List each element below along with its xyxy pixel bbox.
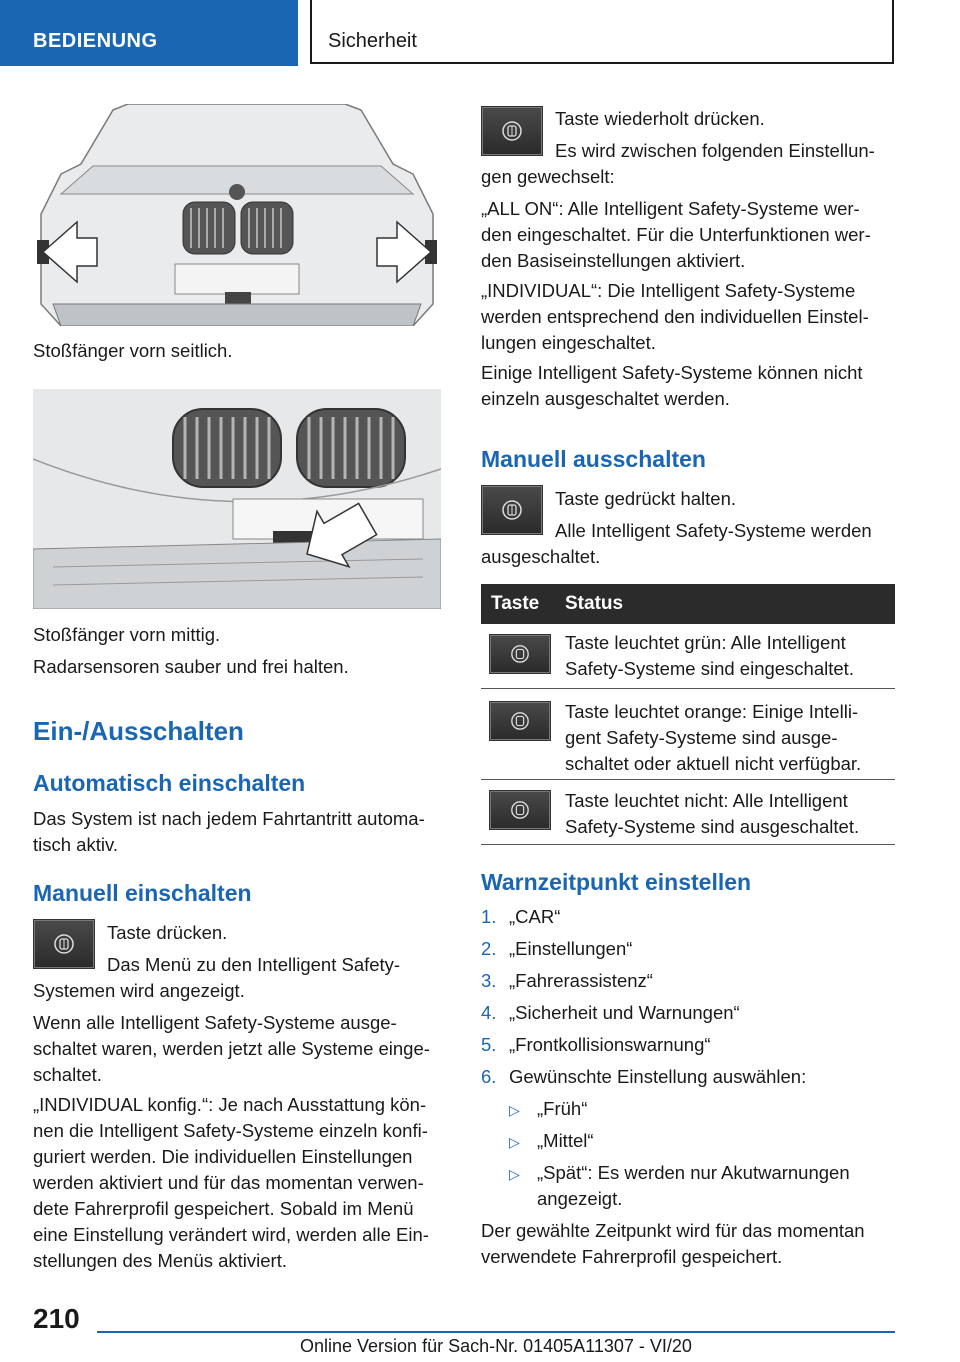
button-icon-orange (489, 701, 551, 741)
step-number: 5. (481, 1034, 497, 1055)
indiv-line5: dete Fahrerprofil gespeichert. Sobald im Menü (33, 1198, 414, 1219)
triangle-bullet-icon: ▷ (509, 1102, 520, 1118)
indiv-line4: werden aktiviert und für das momentan verwen‐ (33, 1172, 424, 1193)
some-line1: Einige Intelligent Safety-Systeme können nicht (481, 362, 863, 383)
heading-warning-time: Warnzeitpunkt einstellen (481, 869, 752, 895)
ind-line2: werden entsprechend den individuellen Einstel‐ (481, 306, 869, 327)
bumper-side-illustration (33, 104, 441, 326)
sub-item-text: „Spät“: Es werden nur Akutwarnungen (537, 1162, 850, 1183)
switch-line1: Es wird zwischen folgenden Einstellun‐ (555, 140, 875, 161)
indiv-line1: „INDIVIDUAL konfig.“: Je nach Ausstattung kön‐ (33, 1094, 427, 1115)
step-text: „Fahrerassistenz“ (509, 970, 653, 991)
table-header (481, 584, 895, 624)
list-item (481, 968, 895, 1000)
step-text: „Sicherheit und Warnungen“ (509, 1002, 740, 1023)
status-green-line2: Safety-Systeme sind eingeschaltet. (565, 658, 854, 679)
final-line2: verwendete Fahrerprofil gespeichert. (481, 1246, 783, 1267)
indiv-line6: eine Einstellung verändert wird, werden alle Ein‐ (33, 1224, 429, 1245)
sub-item-text: „Früh“ (537, 1098, 588, 1119)
sub-item-continuation: angezeigt. (537, 1188, 623, 1209)
repeat-press: Taste wiederholt drücken. (555, 108, 765, 129)
status-table (481, 584, 895, 845)
col-status: Status (565, 593, 624, 614)
final-line1: Der gewählte Zeitpunkt wird für das momentan (481, 1220, 865, 1241)
safety-button-icon-repeat (481, 106, 543, 156)
status-off-line2: Safety-Systeme sind ausgeschaltet. (565, 816, 860, 837)
sub-list-item (481, 1160, 895, 1186)
sub-list-item (481, 1096, 895, 1128)
bumper-center-illustration (33, 389, 441, 609)
step-number: 6. (481, 1066, 497, 1087)
caption-bumper-side: Stoßfänger vorn seitlich. (33, 340, 233, 361)
allon-line3: den Basiseinstellungen aktiviert. (481, 250, 746, 271)
auto-text-line1: Das System ist nach jedem Fahrtantritt automa‐ (33, 808, 425, 829)
alloff-line1: Alle Intelligent Safety-Systeme werden (555, 520, 872, 541)
alloff-line2: ausgeschaltet. (481, 546, 601, 567)
safety-button-icon-hold (481, 485, 543, 535)
heading-auto-on: Automatisch einschalten (33, 770, 306, 796)
status-orange-line1: Taste leuchtet orange: Einige Intelli‐ (565, 701, 859, 722)
menu-text-line1: Das Menü zu den Intelligent Safety- (107, 954, 401, 975)
table-row (481, 624, 895, 689)
menu-text-line2: Systemen wird angezeigt. (33, 980, 245, 1001)
table-row (481, 689, 895, 780)
some-line2: einzeln ausgeschaltet werden. (481, 388, 730, 409)
step-number: 4. (481, 1002, 497, 1023)
intelligent-safety-icon (510, 800, 530, 820)
status-green-line1: Taste leuchtet grün: Alle Intelligent (565, 632, 846, 653)
section-tab: BEDIENUNG (0, 0, 298, 66)
chapter-title: Sicherheit (310, 0, 894, 64)
page-number: 210 (33, 1303, 80, 1334)
ind-line1: „INDIVIDUAL“: Die Intelligent Safety-Systeme (481, 280, 856, 301)
all-off-line2: schaltet waren, werden jetzt alle Systeme einge‐ (33, 1038, 430, 1059)
allon-line1: „ALL ON“: Alle Intelligent Safety-Systeme wer‐ (481, 198, 860, 219)
step-text: „Frontkollisionswarnung“ (509, 1034, 711, 1055)
heading-manual-on: Manuell einschalten (33, 880, 252, 906)
indiv-line7: stellungen des Menüs aktiviert. (33, 1250, 287, 1271)
list-item (481, 1032, 895, 1064)
col-key: Taste (491, 593, 540, 614)
intelligent-safety-icon (510, 644, 530, 664)
heading-on-off: Ein-/Ausschalten (33, 716, 244, 746)
switch-line2: gen gewechselt: (481, 166, 615, 187)
indiv-line2: nen die Intelligent Safety-Systeme einzeln konfi‐ (33, 1120, 428, 1141)
auto-text-line2: tisch aktiv. (33, 834, 118, 855)
triangle-bullet-icon: ▷ (509, 1134, 520, 1150)
triangle-bullet-icon: ▷ (509, 1166, 520, 1182)
list-item (481, 904, 895, 936)
heading-manual-off: Manuell ausschalten (481, 446, 706, 472)
step-text: „CAR“ (509, 906, 561, 927)
ind-line3: lungen eingeschaltet. (481, 332, 656, 353)
allon-line2: den eingeschaltet. Für die Unterfunktionen wer‐ (481, 224, 871, 245)
intelligent-safety-icon (53, 933, 75, 955)
press-button: Taste drücken. (107, 922, 228, 943)
list-item (481, 936, 895, 968)
hold-button: Taste gedrückt halten. (555, 488, 736, 509)
intelligent-safety-icon (501, 499, 523, 521)
step-text: Gewünschte Einstellung auswählen: (509, 1066, 807, 1087)
step-number: 1. (481, 906, 497, 927)
steps-list (481, 904, 895, 1218)
status-orange-line2: gent Safety-Systeme sind ausge‐ (565, 727, 838, 748)
all-off-line3: schaltet. (33, 1064, 102, 1085)
footer-rule (97, 1331, 895, 1333)
intelligent-safety-icon (510, 711, 530, 731)
sub-list-item (481, 1128, 895, 1160)
indiv-line3: guriert werden. Die individuellen Einstellungen (33, 1146, 413, 1167)
list-item (481, 1064, 895, 1096)
safety-button-icon (33, 919, 95, 969)
step-number: 2. (481, 938, 497, 959)
sub-item-text: „Mittel“ (537, 1130, 594, 1151)
intelligent-safety-icon (501, 120, 523, 142)
list-item (481, 1000, 895, 1032)
status-orange-line3: schaltet oder aktuell nicht verfügbar. (565, 753, 862, 774)
step-number: 3. (481, 970, 497, 991)
table-row (481, 780, 895, 845)
radar-clean-note: Radarsensoren sauber und frei halten. (33, 656, 349, 677)
all-off-line1: Wenn alle Intelligent Safety-Systeme ausge‐ (33, 1012, 397, 1033)
button-icon-green (489, 634, 551, 674)
footer-version: Online Version für Sach-Nr. 01405A11307 - VI/20 (300, 1336, 692, 1356)
caption-bumper-center: Stoßfänger vorn mittig. (33, 624, 221, 645)
status-off-line1: Taste leuchtet nicht: Alle Intelligent (565, 790, 848, 811)
step-text: „Einstellungen“ (509, 938, 633, 959)
button-icon-off (489, 790, 551, 830)
